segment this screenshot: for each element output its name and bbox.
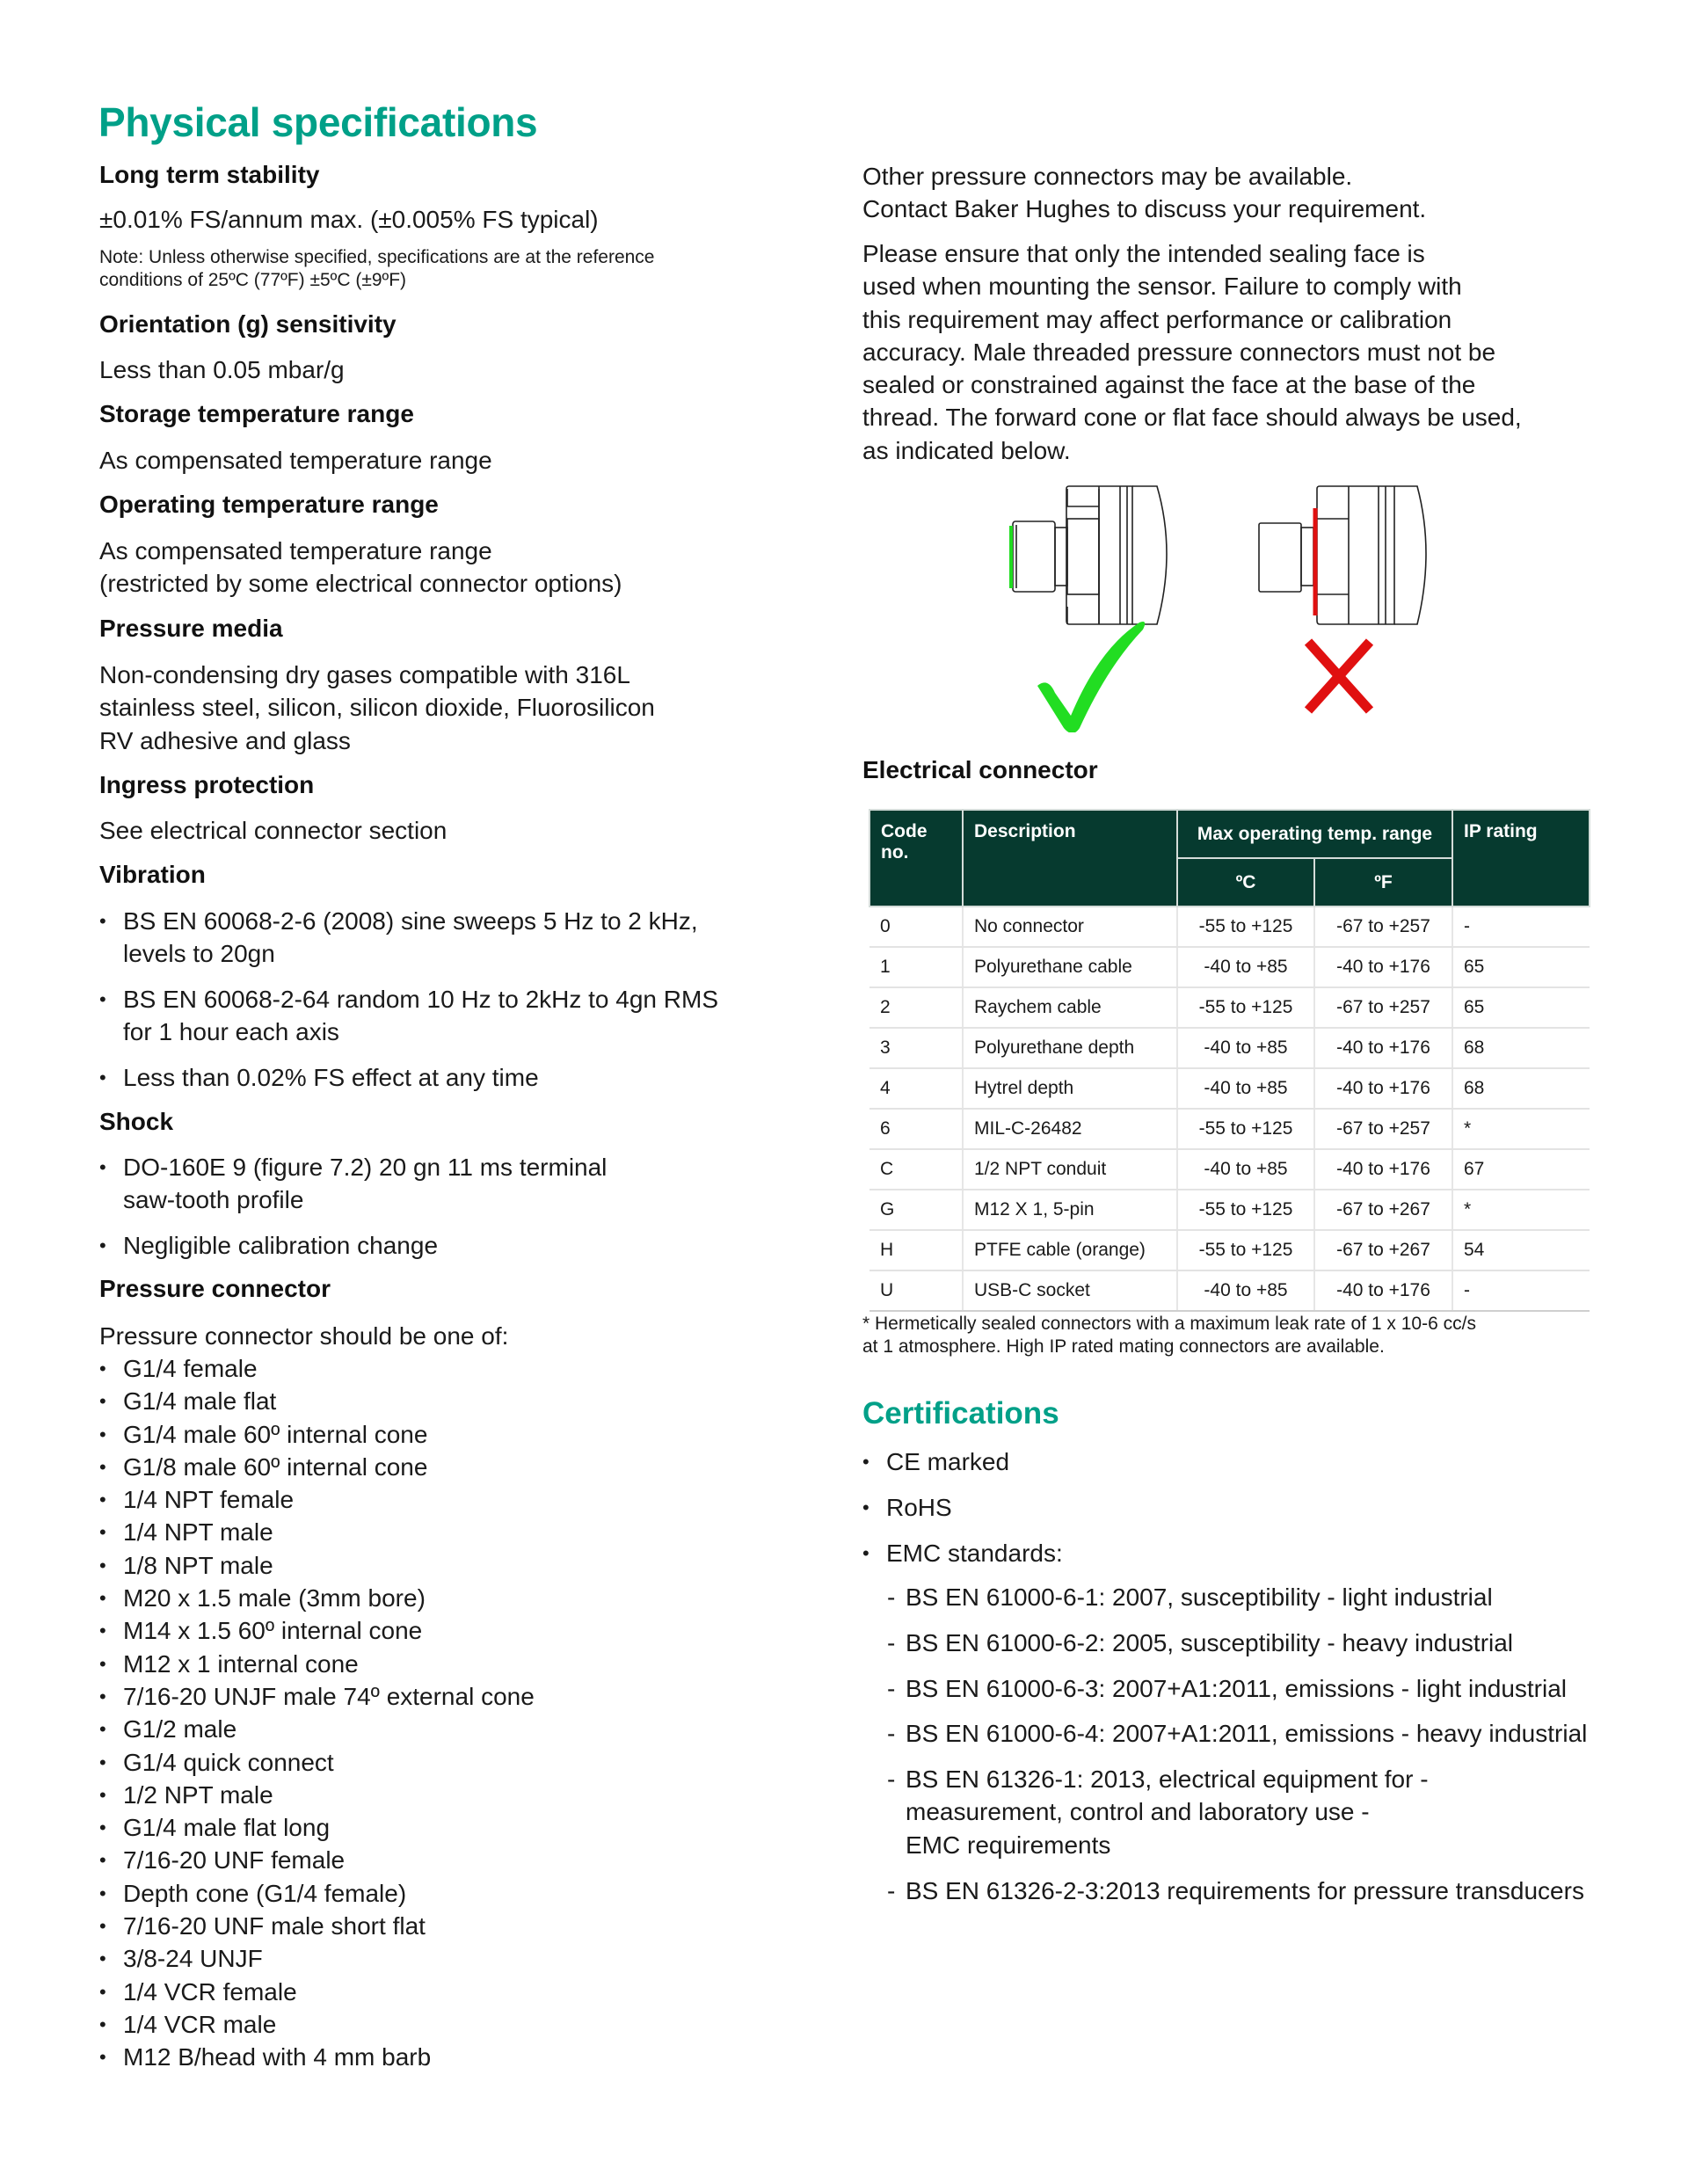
ip-rating-cell: 54 (1452, 1230, 1590, 1270)
text-line: Please ensure that only the intended sealing face is (862, 240, 1425, 267)
column-header-temp-range: Max operating temp. range (1177, 810, 1452, 858)
code-cell: 3 (869, 1028, 963, 1068)
code-cell: 4 (869, 1068, 963, 1109)
text-line: thread. The forward cone or flat face should always be used, (862, 404, 1522, 432)
text-line: as indicated below. (862, 436, 1071, 464)
list-item (99, 1229, 607, 1262)
text-line: - BS EN 61326-1: 2013, electrical equipment for - (906, 1765, 1429, 1794)
sealing-face-diagram (985, 482, 1442, 732)
text-line: accuracy. Male threaded pressure connectors must not be (862, 338, 1496, 366)
long-term-stability-value: ±0.01% FS/annum max. (±0.005% FS typical) (99, 206, 599, 233)
heading-vibration: Vibration (99, 861, 206, 888)
correct-connector-drawing (1013, 486, 1167, 624)
code-cell: U (869, 1270, 963, 1311)
reference-note-line: conditions of 25ºC (77ºF) ±5ºC (±9ºF) (99, 270, 407, 290)
pressure-connector-item: • 7/16-20 UNF male short flat (99, 1910, 535, 1942)
table-row (869, 1190, 1590, 1230)
list-item: • RoHS (862, 1491, 1063, 1524)
list-item (99, 905, 718, 971)
pressure-connector-intro: Pressure connector should be one of: (99, 1322, 509, 1350)
text-line: • BS EN 60068-2-6 (2008) sine sweeps 5 Hz to 2 kHz, (123, 907, 698, 935)
fahrenheit-cell: -67 to +257 (1314, 906, 1452, 947)
reference-note (99, 246, 655, 292)
pressure-connector-item: • M12 x 1 internal cone (99, 1648, 535, 1680)
text-line: levels to 20gn (123, 940, 275, 968)
fahrenheit-cell: -40 to +176 (1314, 1149, 1452, 1190)
pressure-connector-item: • 3/8-24 UNJF (99, 1942, 535, 1975)
text-line: Contact Baker Hughes to discuss your requirement. (862, 195, 1427, 223)
pressure-connector-item: • M20 x 1.5 male (3mm bore) (99, 1582, 535, 1614)
heading-ingress-protection: Ingress protection (99, 771, 315, 798)
pressure-connector-item: • 1/4 VCR female (99, 1976, 535, 2008)
ip-rating-cell: - (1452, 1270, 1590, 1311)
ip-rating-cell: - (1452, 906, 1590, 947)
emc-standard-item (887, 1763, 1587, 1861)
code-cell: G (869, 1190, 963, 1230)
heading-certifications: Certifications (862, 1396, 1059, 1431)
pressure-connector-item: • G1/2 male (99, 1713, 535, 1745)
text-line: used when mounting the sensor. Failure to comply with (862, 273, 1462, 301)
vibration-list (99, 905, 718, 1107)
pressure-connector-item: • 1/4 VCR male (99, 2008, 535, 2041)
description-cell: USB-C socket (963, 1270, 1177, 1311)
cross-mark-icon (1308, 642, 1370, 710)
ip-rating-cell: 68 (1452, 1068, 1590, 1109)
column-header-code: Code no. (869, 810, 963, 906)
ingress-protection-value: See electrical connector section (99, 817, 447, 844)
pressure-connector-item: • G1/4 quick connect (99, 1746, 535, 1779)
list-item: • EMC standards: (862, 1537, 1063, 1569)
column-header-description: Description (963, 810, 1177, 906)
reference-note-line: Note: Unless otherwise specified, specifications are at the reference (99, 247, 655, 267)
text-line: - BS EN 61000-6-1: 2007, susceptibility - light industrial (906, 1583, 1493, 1611)
emc-standard-item (887, 1875, 1587, 1907)
fahrenheit-cell: -40 to +176 (1314, 1270, 1452, 1311)
heading-operating-temperature: Operating temperature range (99, 491, 439, 518)
pressure-connector-item: • G1/4 male flat long (99, 1811, 535, 1844)
emc-standard-item (887, 1581, 1587, 1613)
other-connectors-text (862, 160, 1426, 226)
heading-orientation: Orientation (g) sensitivity (99, 310, 397, 338)
text-line: this requirement may affect performance or calibration (862, 305, 1452, 333)
shock-list (99, 1151, 607, 1275)
heading-long-term-stability: Long term stability (99, 161, 320, 188)
text-line: - BS EN 61000-6-4: 2007+A1:2011, emissions - heavy industrial (906, 1720, 1588, 1748)
fahrenheit-cell: -67 to +267 (1314, 1230, 1452, 1270)
text-line: sealed or constrained against the face at the base of the (862, 371, 1476, 399)
celsius-cell: -40 to +85 (1177, 1270, 1314, 1311)
emc-standards-list (887, 1581, 1587, 1919)
list-item (99, 983, 718, 1049)
text-line: • Less than 0.02% FS effect at any time (123, 1064, 539, 1092)
sealing-face-paragraph (862, 237, 1522, 467)
text-line: saw-tooth profile (123, 1186, 304, 1214)
ip-rating-cell: * (1452, 1190, 1590, 1230)
fahrenheit-cell: -67 to +267 (1314, 1190, 1452, 1230)
pressure-connector-item: • M12 B/head with 4 mm barb (99, 2041, 535, 2073)
column-header-fahrenheit: ºF (1314, 858, 1452, 906)
pressure-connector-item: • 1/4 NPT male (99, 1516, 535, 1548)
certifications-list (862, 1445, 1063, 1582)
celsius-cell: -40 to +85 (1177, 1149, 1314, 1190)
ip-rating-cell: 67 (1452, 1149, 1590, 1190)
description-cell: PTFE cable (orange) (963, 1230, 1177, 1270)
description-cell: MIL-C-26482 (963, 1109, 1177, 1149)
celsius-cell: -55 to +125 (1177, 1190, 1314, 1230)
text-line: • DO-160E 9 (figure 7.2) 20 gn 11 ms terminal (123, 1154, 608, 1181)
pressure-connector-item: • M14 x 1.5 60º internal cone (99, 1614, 535, 1647)
emc-standard-item (887, 1627, 1587, 1659)
pressure-connector-item: • 1/2 NPT male (99, 1779, 535, 1811)
text-line: measurement, control and laboratory use - (906, 1798, 1370, 1826)
text-line: RV adhesive and glass (99, 726, 351, 754)
orientation-value: Less than 0.05 mbar/g (99, 356, 345, 383)
list-item (99, 1151, 607, 1217)
page-title: Physical specifications (98, 99, 538, 145)
heading-electrical-connector: Electrical connector (862, 756, 1098, 783)
text-line: - BS EN 61000-6-2: 2005, susceptibility - heavy industrial (906, 1628, 1514, 1656)
column-header-ip-rating: IP rating (1452, 810, 1590, 906)
pressure-connector-item: • 1/8 NPT male (99, 1549, 535, 1582)
electrical-connector-table (869, 809, 1590, 1312)
pressure-connector-item: • G1/8 male 60º internal cone (99, 1451, 535, 1483)
table-footnote (862, 1313, 1476, 1358)
code-cell: H (869, 1230, 963, 1270)
check-mark-icon (1037, 622, 1145, 732)
pressure-media-value (99, 659, 655, 757)
code-cell: C (869, 1149, 963, 1190)
emc-standard-item (887, 1672, 1587, 1705)
table-row (869, 987, 1590, 1028)
celsius-cell: -40 to +85 (1177, 1068, 1314, 1109)
text-line: * Hermetically sealed connectors with a maximum leak rate of 1 x 10-6 cc/s (862, 1314, 1476, 1334)
text-line: Other pressure connectors may be available. (862, 163, 1353, 190)
celsius-cell: -55 to +125 (1177, 987, 1314, 1028)
heading-shock: Shock (99, 1108, 174, 1135)
fahrenheit-cell: -40 to +176 (1314, 1028, 1452, 1068)
storage-temperature-value: As compensated temperature range (99, 447, 492, 474)
heading-pressure-connector: Pressure connector (99, 1275, 331, 1302)
text-line: As compensated temperature range (99, 537, 492, 564)
text-line: - BS EN 61000-6-3: 2007+A1:2011, emissions - light industrial (906, 1674, 1568, 1702)
text-line: for 1 hour each axis (123, 1018, 339, 1046)
fahrenheit-cell: -40 to +176 (1314, 1068, 1452, 1109)
pressure-connector-item: • Depth cone (G1/4 female) (99, 1877, 535, 1910)
celsius-cell: -40 to +85 (1177, 947, 1314, 987)
description-cell: No connector (963, 906, 1177, 947)
text-line: • Negligible calibration change (123, 1232, 439, 1260)
column-header-celsius: ºC (1177, 858, 1314, 906)
celsius-cell: -55 to +125 (1177, 906, 1314, 947)
table-row (869, 1109, 1590, 1149)
pressure-connector-item: • 7/16-20 UNF female (99, 1844, 535, 1876)
emc-standard-item (887, 1717, 1587, 1750)
celsius-cell: -55 to +125 (1177, 1109, 1314, 1149)
table-row (869, 1149, 1590, 1190)
description-cell: Polyurethane cable (963, 947, 1177, 987)
fahrenheit-cell: -67 to +257 (1314, 1109, 1452, 1149)
celsius-cell: -40 to +85 (1177, 1028, 1314, 1068)
pressure-connector-item: • G1/4 male 60º internal cone (99, 1418, 535, 1451)
table-row (869, 1068, 1590, 1109)
ip-rating-cell: 65 (1452, 947, 1590, 987)
table-row (869, 1270, 1590, 1311)
pressure-connector-item: • G1/4 male flat (99, 1385, 535, 1417)
fahrenheit-cell: -67 to +257 (1314, 987, 1452, 1028)
code-cell: 1 (869, 947, 963, 987)
ip-rating-cell: 65 (1452, 987, 1590, 1028)
description-cell: 1/2 NPT conduit (963, 1149, 1177, 1190)
text-line: stainless steel, silicon, silicon dioxide, Fluorosilicon (99, 694, 655, 722)
list-item (99, 1061, 718, 1094)
table-row (869, 1028, 1590, 1068)
code-cell: 2 (869, 987, 963, 1028)
text-line: Non-condensing dry gases compatible with 316L (99, 661, 630, 688)
code-cell: 6 (869, 1109, 963, 1149)
operating-temperature-value (99, 535, 622, 601)
description-cell: Raychem cable (963, 987, 1177, 1028)
text-line: at 1 atmosphere. High IP rated mating connectors are available. (862, 1336, 1385, 1357)
pressure-connector-list (99, 1352, 535, 2074)
table-row (869, 906, 1590, 947)
text-line: (restricted by some electrical connector options) (99, 570, 622, 598)
description-cell: Hytrel depth (963, 1068, 1177, 1109)
incorrect-connector-drawing (1259, 486, 1426, 624)
list-item: • CE marked (862, 1445, 1063, 1478)
fahrenheit-cell: -40 to +176 (1314, 947, 1452, 987)
heading-storage-temperature: Storage temperature range (99, 400, 414, 427)
pressure-connector-item: • G1/4 female (99, 1352, 535, 1385)
ip-rating-cell: 68 (1452, 1028, 1590, 1068)
pressure-connector-item: • 1/4 NPT female (99, 1483, 535, 1516)
code-cell: 0 (869, 906, 963, 947)
table-row (869, 947, 1590, 987)
pressure-connector-item: • 7/16-20 UNJF male 74º external cone (99, 1680, 535, 1713)
text-line: EMC requirements (906, 1831, 1111, 1859)
table-row (869, 1230, 1590, 1270)
ip-rating-cell: * (1452, 1109, 1590, 1149)
description-cell: M12 X 1, 5-pin (963, 1190, 1177, 1230)
text-line: - BS EN 61326-2-3:2013 requirements for pressure transducers (906, 1876, 1584, 1904)
heading-pressure-media: Pressure media (99, 615, 283, 642)
description-cell: Polyurethane depth (963, 1028, 1177, 1068)
celsius-cell: -55 to +125 (1177, 1230, 1314, 1270)
text-line: • BS EN 60068-2-64 random 10 Hz to 2kHz to 4gn RMS (123, 986, 719, 1014)
